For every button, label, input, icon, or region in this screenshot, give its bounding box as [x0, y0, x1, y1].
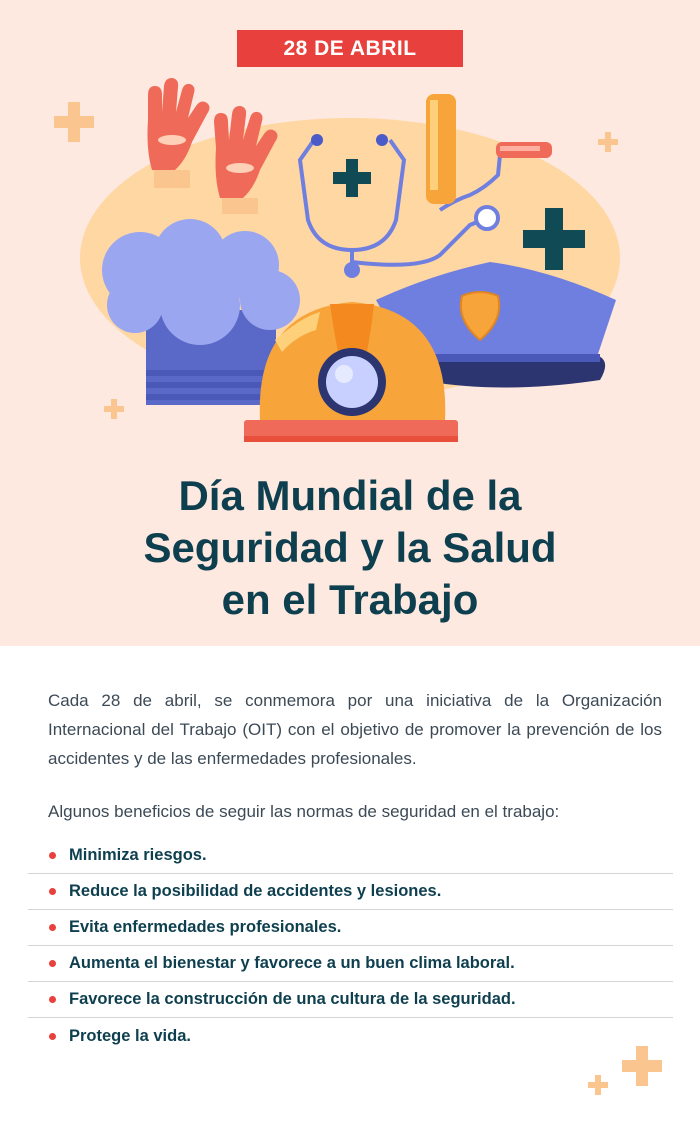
- list-item: [28, 1018, 673, 1054]
- safety-illustration: [0, 70, 700, 450]
- benefits-intro: Algunos beneficios de seguir las normas de seguridad en el trabajo:: [48, 802, 560, 821]
- benefit-text: Protege la vida.: [69, 1026, 191, 1045]
- plus-icon: [54, 102, 94, 142]
- page-title: [0, 470, 700, 626]
- benefit-text: Evita enfermedades profesionales.: [69, 918, 342, 936]
- intro-paragraph: Cada 28 de abril, se conmemora por una iniciativa de la Organización Internacional del Trabajo (OIT) con el objetivo de promover la prevención de los accidentes y de las enfermedades profesionales.: [48, 691, 662, 768]
- plus-icon: [580, 1040, 680, 1110]
- benefit-text: Favorece la construcción de una cultura de la seguridad.: [69, 990, 516, 1008]
- content-section: [48, 686, 662, 823]
- list-item: [28, 838, 673, 874]
- benefits-list: [28, 838, 673, 1054]
- list-item: [28, 910, 673, 946]
- bullet-icon: [49, 1033, 56, 1040]
- bullet-icon: [49, 888, 56, 895]
- bullet-icon: [49, 924, 56, 931]
- benefit-text: Reduce la posibilidad de accidentes y lesiones.: [69, 882, 442, 900]
- bullet-icon: [49, 996, 56, 1003]
- bullet-icon: [49, 852, 56, 859]
- title-line: Día Mundial de la: [178, 472, 522, 519]
- list-item: [28, 874, 673, 910]
- benefit-text: Minimiza riesgos.: [69, 846, 207, 864]
- title-line: en el Trabajo: [221, 576, 479, 623]
- plus-icon: [598, 132, 618, 152]
- list-item: [28, 982, 673, 1018]
- list-item: [28, 946, 673, 982]
- plus-icon: [104, 399, 124, 419]
- date-badge: 28 DE ABRIL: [237, 30, 463, 67]
- title-line: Seguridad y la Salud: [143, 524, 557, 571]
- benefit-text: Aumenta el bienestar y favorece a un buen clima laboral.: [69, 954, 515, 972]
- bullet-icon: [49, 960, 56, 967]
